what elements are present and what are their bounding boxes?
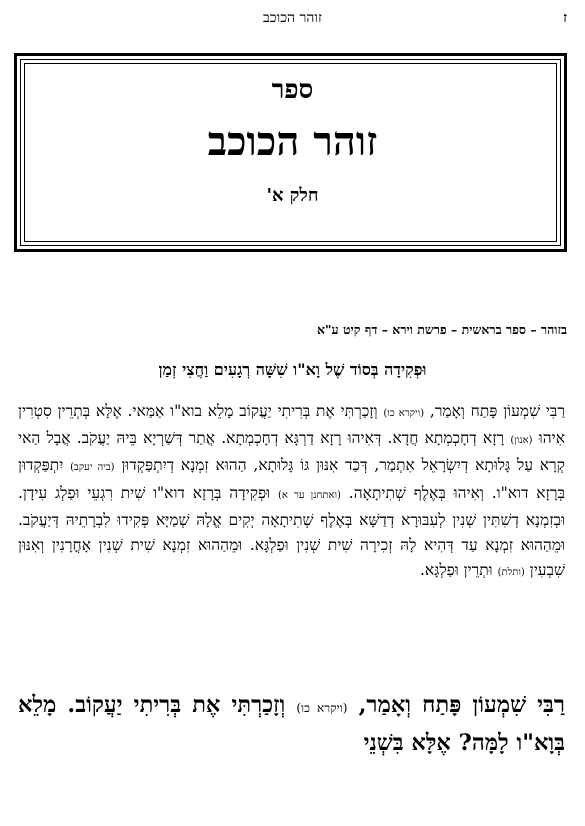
page-number: ז (563, 10, 567, 26)
verse-reference: (ויקרא כו) (383, 408, 425, 419)
book-label: ספר (271, 75, 314, 105)
source-reference: בזוהר – ספר בראשית – פרשת וירא – דף קיט ע"א (317, 322, 567, 337)
body-text-run: רָזָא דְחָכְמְתָא חֲדָא. דְּאִיהוּ רָזָא דַרְגָּא דְחָכְמְתָא. אֲתַר דְּשַׁרְיָא בֵּיהּ יַעֲקֹב. אֲבָל הַאי קְרָא עַל גָּלוּתָא דְיִשְׂרָאֵל אִתְמַר, דְּכַד אִנּוּן גּוֹ גָּלוּתָא, הַהוּא זִמְנָא דְיִתְפַּקְדוּן (18, 429, 565, 475)
variant-reading: (ביה יעקב) (70, 462, 115, 474)
book-part: חלק א' (266, 185, 319, 206)
body-text-run: וּפְקִידָה בְּרָזָא דוא"ו שִׁית רִגְעֵי וּפַלְג עִידָן. וּבְזִמְנָא דְשִׁתִּין שְׁנִין לְעִבּוּרָא דְדַשָּׁא בְּאֶלֶף שְׁתִיתָאָה יְקִים אֱלָהּ שְׁמַיָּא פְּקִידוּ לִבְרָתֵיהּ דְּיַעֲקֹב. וּמֵהַהוּא זִמְנָא עַד דְּהִיא לָהּ זְכִירָה שִׁית שְׁנִין וּפַלְגָּא. וּמֵהַהוּא זִמְנָא שִׁית שְׁנִין אָחֳרָנִין וְאִנּוּן שִׁבְעִין (18, 483, 565, 580)
variant-reading: (אנון) (510, 435, 533, 447)
running-title: זוהר הכוכב (263, 10, 322, 26)
page-header (18, 10, 567, 32)
verse-reference: (ויקרא כו) (296, 701, 348, 715)
body-text-run: יִתְפַּקְדוּן בְּרָזָא דוא"ו. וְאִיהוּ בְּאֶלֶף שְׁתִיתָאָה. (18, 456, 565, 502)
translation-paragraph (18, 688, 565, 761)
body-text-run: וְזָכַרְתִּי אֶת בְּרִיתִי יַעֲקוֹב מָלֵא בוא"ו אַמַּאי. אֶלָּא בְּתְרֵין סִטְרִין אִיהוּ (18, 402, 565, 448)
variant-reading: (ותלת) (497, 567, 525, 579)
body-text-run: רַבִּי שִׁמְעוֹן פָּתַח וְאָמַר, (429, 402, 565, 420)
body-paragraph (18, 399, 565, 585)
verse-reference: (ואתחנן ער א) (277, 489, 341, 501)
translation-text-run: רַבִּי שִׁמְעוֹן פָּתַח וְאָמַר, (358, 692, 565, 718)
book-title: זוהר הכוכב (207, 118, 378, 165)
body-text-run: וּתְרֵין וּפַלְגָּא. (419, 561, 493, 580)
translation-text-run: וְזָכַרְתִּי אֶת בְּרִיתִי יַעֲקוֹב. מָלֵא בְּוָא"ו לָמָּה? אֶלָּא בִּשְׁנֵי (18, 692, 565, 756)
section-heading: וּפְקִידָה בְּסוֹד שֶׁל וָא"ו שִׁשָּׁה רְגָעִים וַחֲצִי זְמַן (158, 360, 427, 379)
